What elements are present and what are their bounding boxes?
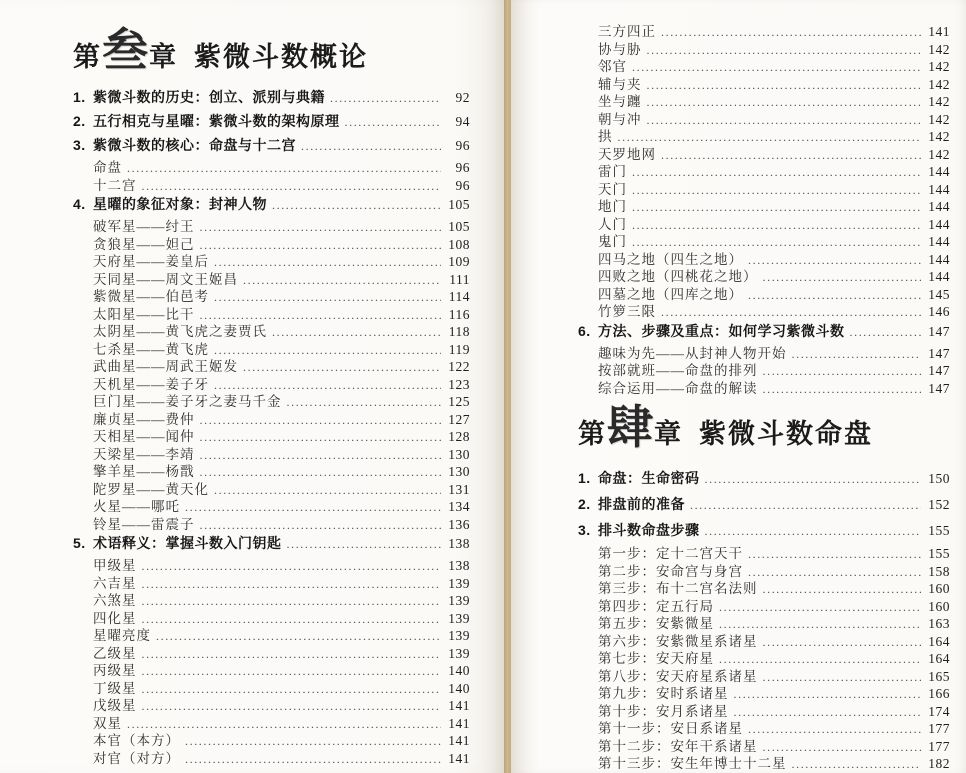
entry-page-number: 142: [928, 76, 950, 92]
toc-entry: [578, 717, 950, 735]
entry-number: 1.: [73, 89, 86, 105]
chapter-prefix: 第: [73, 41, 101, 72]
entry-page-number: 94: [455, 114, 470, 129]
entry-page-number: 142: [928, 59, 950, 74]
chapter-suffix: 章: [654, 418, 682, 449]
entry-page-number: 142: [928, 129, 950, 144]
toc-entry: [73, 624, 470, 642]
entry-page-number: 147: [928, 380, 950, 396]
dot-leader: [661, 303, 921, 321]
dot-leader: [345, 113, 442, 131]
entry-label: 贪狼星——妲己: [93, 236, 195, 252]
dot-leader: [705, 470, 922, 488]
dot-leader: [690, 496, 921, 514]
entry-page-number: 119: [448, 341, 470, 357]
entry-number: 2.: [73, 113, 86, 129]
toc-entry: [73, 87, 470, 105]
chapter-4-title: [578, 400, 950, 454]
entry-page-number: 144: [928, 234, 950, 249]
entry-number: 3.: [73, 137, 86, 153]
entry-label: 太阳星——比干: [93, 306, 195, 322]
entry-label: 排斗数命盘步骤: [598, 522, 700, 538]
dot-leader: [287, 535, 442, 553]
entry-page-number: 139: [448, 628, 470, 643]
entry-label: 鬼门: [598, 234, 627, 249]
toc-entry: [73, 495, 470, 513]
entry-label: 综合运用——命盘的解读: [598, 380, 758, 396]
entry-page-number: 96: [455, 138, 470, 153]
entry-page-number: 147: [928, 345, 950, 361]
toc-entry: [73, 135, 470, 153]
entry-page-number: 109: [448, 254, 470, 269]
toc-entry: [73, 659, 470, 677]
entry-label: 七杀星——黄飞虎: [93, 341, 209, 357]
toc-entry: [578, 195, 950, 213]
entry-label: 第七步：安天府星: [598, 651, 714, 666]
entry-page-number: 144: [928, 181, 950, 197]
entry-page-number: 142: [928, 94, 950, 109]
entry-label: 第九步：安时系诸星: [598, 686, 729, 701]
entry-label: 戊级星: [93, 698, 137, 713]
entry-label: 紫微斗数的历史：创立、派别与典籍: [93, 89, 325, 105]
entry-label: 雷门: [598, 164, 627, 179]
entry-label: 廉贞星——费仲: [93, 411, 195, 427]
dot-leader: [705, 522, 922, 540]
entry-page-number: 141: [448, 715, 470, 731]
entry-label: 坐与躔: [598, 94, 642, 109]
entry-page-number: 150: [928, 471, 950, 486]
toc-entry: [578, 213, 950, 231]
entry-page-number: 116: [448, 306, 470, 322]
entry-label: 第二步：安命宫与身宫: [598, 563, 743, 579]
entry-page-number: 160: [928, 581, 950, 596]
toc-entry: [578, 38, 950, 56]
toc-entry: [578, 682, 950, 700]
entry-label: 第四步：定五行局: [598, 598, 714, 614]
toc-entry: [73, 268, 470, 286]
toc-entry: [578, 143, 950, 161]
entry-page-number: 166: [928, 686, 950, 701]
entry-page-number: 138: [448, 558, 470, 573]
entry-page-number: 122: [448, 359, 470, 374]
toc-list-left: [73, 84, 470, 764]
entry-label: 丙级星: [93, 663, 137, 678]
entry-page-number: 136: [448, 516, 470, 532]
entry-label: 拱: [598, 129, 613, 144]
entry-label: 紫微星——伯邑考: [93, 289, 209, 304]
toc-entry: [73, 513, 470, 531]
entry-label: 天梁星——李靖: [93, 446, 195, 462]
entry-label: 天机星——姜子牙: [93, 376, 209, 392]
entry-page-number: 141: [448, 750, 470, 766]
toc-entry: [578, 612, 950, 630]
entry-label: 地门: [598, 199, 627, 214]
entry-page-number: 147: [928, 323, 950, 339]
dot-leader: [763, 380, 922, 398]
entry-label: 火星——哪吒: [93, 499, 180, 514]
entry-label: 方法、步骤及重点：如何学习紫微斗数: [598, 322, 845, 339]
toc-entry: [73, 712, 470, 730]
entry-label: 四马之地（四生之地）: [598, 251, 743, 267]
entry-page-number: 177: [928, 721, 950, 736]
toc-entry: [73, 729, 470, 747]
toc-entry: [73, 390, 470, 408]
entry-page-number: 105: [448, 219, 470, 234]
entry-page-number: 118: [448, 324, 470, 339]
chapter-prefix: 第: [578, 418, 606, 449]
dot-leader: [792, 755, 922, 773]
entry-label: 朝与冲: [598, 111, 642, 127]
toc-entry: [73, 320, 470, 338]
entry-label: 辅与夹: [598, 76, 642, 92]
toc-entry: [578, 735, 950, 753]
book-gutter-line: [504, 0, 511, 773]
entry-label: 六煞星: [93, 593, 137, 608]
toc-entry: [578, 752, 950, 770]
entry-label: 巨门星——姜子牙之妻马千金: [93, 394, 282, 409]
toc-entry: [578, 342, 950, 360]
entry-page-number: 127: [448, 411, 470, 427]
toc-entry: [73, 111, 470, 129]
toc-entry: [73, 156, 470, 174]
toc-entry: [578, 700, 950, 718]
toc-entry: [73, 677, 470, 695]
entry-page-number: 177: [928, 738, 950, 754]
entry-label: 邻官: [598, 59, 627, 74]
entry-label: 竹箩三限: [598, 304, 656, 319]
entry-page-number: 155: [928, 546, 950, 561]
toc-entry: [578, 630, 950, 648]
dot-leader: [142, 177, 442, 195]
toc-entry: [578, 125, 950, 143]
entry-page-number: 142: [928, 111, 950, 127]
entry-label: 天相星——闻仲: [93, 429, 195, 444]
toc-entry: [578, 283, 950, 301]
entry-page-number: 141: [448, 698, 470, 713]
toc-entry: [578, 468, 950, 486]
toc-entry: [73, 425, 470, 443]
toc-entry: [73, 443, 470, 461]
entry-page-number: 96: [455, 177, 470, 193]
entry-page-number: 165: [928, 668, 950, 684]
entry-page-number: 128: [448, 429, 470, 444]
toc-entry: [73, 572, 470, 590]
entry-label: 星曜亮度: [93, 628, 151, 643]
entry-label: 排盘前的准备: [598, 496, 685, 512]
entry-page-number: 164: [928, 633, 950, 649]
dot-leader: [330, 89, 441, 107]
toc-entry: [73, 589, 470, 607]
dot-leader: [272, 196, 441, 214]
toc-entry: [578, 520, 950, 538]
entry-page-number: 144: [928, 216, 950, 232]
entry-label: 丁级星: [93, 680, 137, 696]
entry-label: 十二宫: [93, 177, 137, 193]
toc-entry: [578, 542, 950, 560]
entry-page-number: 152: [928, 497, 950, 512]
chapter-number-glyph: 叁: [102, 23, 148, 77]
toc-entry: [73, 215, 470, 233]
dot-leader: [200, 516, 442, 534]
entry-page-number: 130: [448, 446, 470, 462]
entry-page-number: 144: [928, 269, 950, 284]
entry-label: 趣味为先——从封神人物开始: [598, 345, 787, 361]
entry-page-number: 163: [928, 616, 950, 631]
entry-label: 第十二步：安年干系诸星: [598, 738, 758, 754]
entry-label: 六吉星: [93, 575, 137, 591]
entry-label: 第五步：安紫微星: [598, 616, 714, 631]
entry-number: 6.: [578, 322, 591, 339]
dot-leader: [185, 750, 441, 768]
toc-entry: [73, 554, 470, 572]
toc-entry: [578, 90, 950, 108]
entry-page-number: 130: [448, 464, 470, 479]
entry-page-number: 145: [928, 286, 950, 302]
entry-page-number: 96: [455, 160, 470, 175]
entry-label: 天罗地网: [598, 146, 656, 162]
toc-entry: [73, 607, 470, 625]
toc-entry: [73, 250, 470, 268]
toc-entry: [73, 694, 470, 712]
entry-page-number: 142: [928, 146, 950, 162]
entry-page-number: 111: [449, 271, 470, 287]
entry-label: 第八步：安天府星系诸星: [598, 668, 758, 684]
toc-entry: [73, 478, 470, 496]
entry-label: 三方四正: [598, 24, 656, 39]
entry-label: 星曜的象征对象：封神人物: [93, 196, 267, 212]
entry-page-number: 144: [928, 251, 950, 267]
toc-entry: [578, 160, 950, 178]
toc-entry: [578, 265, 950, 283]
entry-page-number: 141: [928, 24, 950, 39]
entry-page-number: 138: [448, 536, 470, 551]
entry-label: 陀罗星——黄天化: [93, 481, 209, 497]
toc-entry: [578, 321, 950, 339]
entry-page-number: 160: [928, 598, 950, 614]
toc-entry: [73, 174, 470, 192]
toc-entry: [73, 303, 470, 321]
entry-label: 武曲星——周武王姬发: [93, 359, 238, 374]
chapter-title-text: 紫微斗数概论: [194, 41, 368, 72]
entry-label: 五行相克与星曜：紫微斗数的架构原理: [93, 113, 340, 129]
entry-label: 破军星——纣王: [93, 219, 195, 234]
entry-page-number: 141: [448, 733, 470, 748]
entry-label: 四化星: [93, 610, 137, 626]
dot-leader: [850, 323, 922, 341]
entry-label: 第六步：安紫微星系诸星: [598, 633, 758, 649]
entry-label: 命盘: [93, 160, 122, 175]
toc-entry: [73, 285, 470, 303]
toc-entry: [73, 194, 470, 212]
entry-page-number: 144: [928, 164, 950, 179]
toc-entry: [578, 359, 950, 377]
entry-page-number: 114: [448, 289, 470, 304]
entry-label: 甲级星: [93, 558, 137, 573]
toc-entry: [578, 178, 950, 196]
toc-entry: [578, 595, 950, 613]
entry-page-number: 155: [928, 523, 950, 538]
entry-page-number: 139: [448, 610, 470, 626]
entry-label: 天府星——姜皇后: [93, 254, 209, 269]
toc-entry: [73, 373, 470, 391]
entry-number: 5.: [73, 535, 86, 551]
entry-page-number: 123: [448, 376, 470, 392]
toc-entry: [73, 233, 470, 251]
chapter-3-title: [73, 23, 470, 78]
entry-page-number: 147: [928, 363, 950, 378]
entry-label: 第十三步：安生年博士十二星: [598, 756, 787, 771]
chapter-number-glyph: 肆: [607, 400, 653, 454]
toc-list-right-top: [578, 20, 950, 394]
entry-label: 太阴星——黄飞虎之妻贾氏: [93, 324, 267, 339]
entry-page-number: 164: [928, 651, 950, 666]
toc-entry: [73, 460, 470, 478]
entry-page-number: 146: [928, 304, 950, 319]
entry-page-number: 140: [448, 680, 470, 696]
entry-label: 乙级星: [93, 645, 137, 661]
toc-entry: [73, 747, 470, 765]
entry-page-number: 158: [928, 563, 950, 579]
toc-entry: [578, 300, 950, 318]
entry-label: 人门: [598, 216, 627, 232]
entry-number: 2.: [578, 496, 591, 512]
entry-label: 四墓之地（四库之地）: [598, 286, 743, 302]
entry-page-number: 134: [448, 499, 470, 514]
entry-label: 第一步：定十二宫天干: [598, 546, 743, 561]
entry-number: 4.: [73, 196, 86, 212]
entry-label: 天同星——周文王姬昌: [93, 271, 238, 287]
toc-entry: [578, 108, 950, 126]
entry-number: 3.: [578, 522, 591, 538]
entry-label: 本官（本方）: [93, 733, 180, 748]
toc-list-right-bottom: [578, 464, 950, 770]
entry-label: 对官（对方）: [93, 750, 180, 766]
entry-page-number: 142: [928, 41, 950, 57]
entry-label: 协与胁: [598, 41, 642, 57]
entry-page-number: 108: [448, 236, 470, 252]
entry-page-number: 139: [448, 575, 470, 591]
toc-entry: [578, 647, 950, 665]
toc-entry: [73, 533, 470, 551]
toc-entry: [578, 73, 950, 91]
toc-entry: [578, 494, 950, 512]
toc-entry: [73, 408, 470, 426]
entry-label: 命盘：生命密码: [598, 470, 700, 486]
entry-page-number: 139: [448, 593, 470, 608]
toc-entry: [578, 248, 950, 266]
toc-entry: [578, 20, 950, 38]
entry-page-number: 105: [448, 197, 470, 212]
toc-entry: [73, 355, 470, 373]
entry-label: 天门: [598, 181, 627, 197]
entry-page-number: 140: [448, 663, 470, 678]
toc-entry: [73, 642, 470, 660]
toc-entry: [578, 665, 950, 683]
entry-page-number: 125: [448, 394, 470, 409]
entry-page-number: 182: [928, 756, 950, 771]
entry-label: 按部就班——命盘的排列: [598, 363, 758, 378]
chapter-title-text: 紫微斗数命盘: [699, 418, 873, 449]
toc-entry: [578, 230, 950, 248]
entry-label: 四败之地（四桃花之地）: [598, 269, 758, 284]
entry-label: 紫微斗数的核心：命盘与十二宫: [93, 137, 296, 153]
entry-page-number: 139: [448, 645, 470, 661]
chapter-suffix: 章: [149, 41, 177, 72]
toc-entry: [578, 377, 950, 395]
entry-label: 第三步：布十二宫名法则: [598, 581, 758, 596]
dot-leader: [301, 137, 441, 155]
entry-label: 擎羊星——杨戬: [93, 464, 195, 479]
entry-label: 铃星——雷震子: [93, 516, 195, 532]
entry-page-number: 92: [455, 90, 470, 105]
entry-page-number: 131: [448, 481, 470, 497]
toc-entry: [73, 338, 470, 356]
entry-page-number: 174: [928, 703, 950, 719]
toc-entry: [578, 560, 950, 578]
toc-entry: [578, 577, 950, 595]
entry-label: 第十一步：安日系诸星: [598, 721, 743, 736]
toc-entry: [578, 55, 950, 73]
entry-page-number: 144: [928, 199, 950, 214]
entry-label: 双星: [93, 715, 122, 731]
entry-label: 术语释义：掌握斗数入门钥匙: [93, 535, 282, 551]
entry-label: 第十步：安月系诸星: [598, 703, 729, 719]
entry-number: 1.: [578, 470, 591, 486]
right-page: [511, 0, 966, 773]
